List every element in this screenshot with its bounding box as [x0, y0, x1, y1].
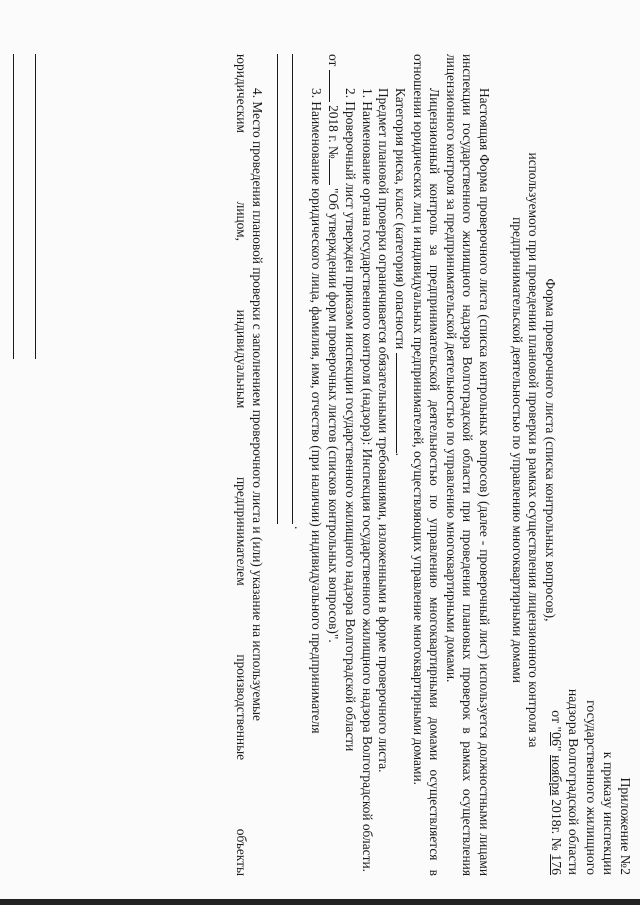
approval-number-blank — [329, 159, 342, 185]
date-month: ноября — [549, 754, 565, 796]
paragraph-inspection-subject: Предмет плановой проверки ограничивается обязательными требованиями, изложенными в форме проверочного листа. — [376, 88, 392, 773]
bottom-fill-line-1 — [35, 54, 36, 359]
approval-date-blank — [329, 70, 342, 102]
paragraph-entity-name-blank — [290, 54, 307, 876]
date-prefix: от " — [549, 710, 565, 733]
bottom-fill-line-2 — [13, 54, 14, 359]
entity-name-end: . — [292, 526, 308, 530]
place-word-5: производственные — [233, 654, 249, 761]
risk-category-blank — [396, 353, 409, 453]
appendix-number: Приложение №2 — [618, 777, 633, 875]
paragraph-approval-details — [324, 54, 342, 876]
place-word-3: индивидуальным — [233, 309, 249, 409]
paragraph-scope: Лицензионный контроль за предпринимательской деятельностью по управлению многоквартирными домами осуществляется в отношении юридических лиц и индивидуальных предпринимателей, осуществляющих управление многоквартирными домами. — [410, 54, 443, 876]
appendix-region: надзора Волгоградской области — [566, 688, 582, 875]
approval-year: 2018 г. № — [325, 105, 341, 159]
place-word-6: объекты — [233, 828, 249, 876]
order-number: 176 — [549, 854, 565, 875]
entity-name-blank — [292, 54, 305, 524]
title-line-1: Форма проверочного листа (списка контрольных вопросов), — [543, 278, 558, 622]
place-word-1: юридическим — [233, 54, 249, 133]
paragraph-inspection-place-cont — [232, 54, 249, 876]
approval-from: от — [325, 54, 341, 67]
date-day: 06 — [549, 732, 565, 746]
appendix-inspection-name: государственного жилищного — [583, 700, 599, 875]
document-body — [232, 54, 492, 876]
paragraph-inspection-place: 4. Место проведения плановой проверки с заполнением проверочного листа и (или) указание на используемые — [250, 88, 266, 721]
appendix-header — [548, 635, 634, 875]
paragraph-approval: 2. Проверочный лист утвержден приказом инспекции государственного жилищного надзора Волгоградской области — [343, 88, 359, 752]
date-year: 2018г. № — [549, 795, 565, 855]
paragraph-risk-category — [391, 54, 409, 876]
approval-order-title: "Об утверждении форм проверочных листов (списков контрольных вопросов)". — [325, 188, 341, 643]
risk-category-end: . — [393, 452, 409, 456]
place-word-2: лицом, — [233, 201, 249, 241]
appendix-order-ref: к приказу инспекции — [600, 751, 616, 875]
paragraph-purpose: Настоящая Форма проверочного листа (списка контрольных вопросов) (далее - проверочный лист) используется должностными лицами инспекции государственного жилищного надзора Волгоградской области при проведении плановых проверок в рамках осуществления лицензионного контроля за предпринимательской деятельностью по управлению многоквартирными домами. — [443, 54, 492, 876]
date-mid: " — [549, 745, 565, 755]
paragraph-entity-name: 3. Наименование юридического лица, фамилия, имя, отчество (при наличии) индивидуального предпринимателя — [309, 88, 325, 734]
place-word-4: предпринимателем — [233, 477, 249, 586]
entity-name-blank-2 — [277, 54, 290, 524]
spacer-line — [273, 54, 290, 876]
title-line-2: используемого при проведении плановой проверки в рамках осуществления лицензионного контроля за — [526, 152, 542, 748]
title-line-3: предпринимательской деятельностью по управлению многоквартирными домами — [509, 217, 525, 683]
document-title — [508, 140, 558, 760]
paragraph-authority-name: 1. Наименование органа государственного контроля (надзора): Инспекция государственного жилищного надзора Волгоградской области. — [359, 88, 375, 872]
scan-edge-border — [0, 899, 640, 905]
risk-category-label: Категория риска, класс (категория) опасности — [393, 88, 409, 350]
